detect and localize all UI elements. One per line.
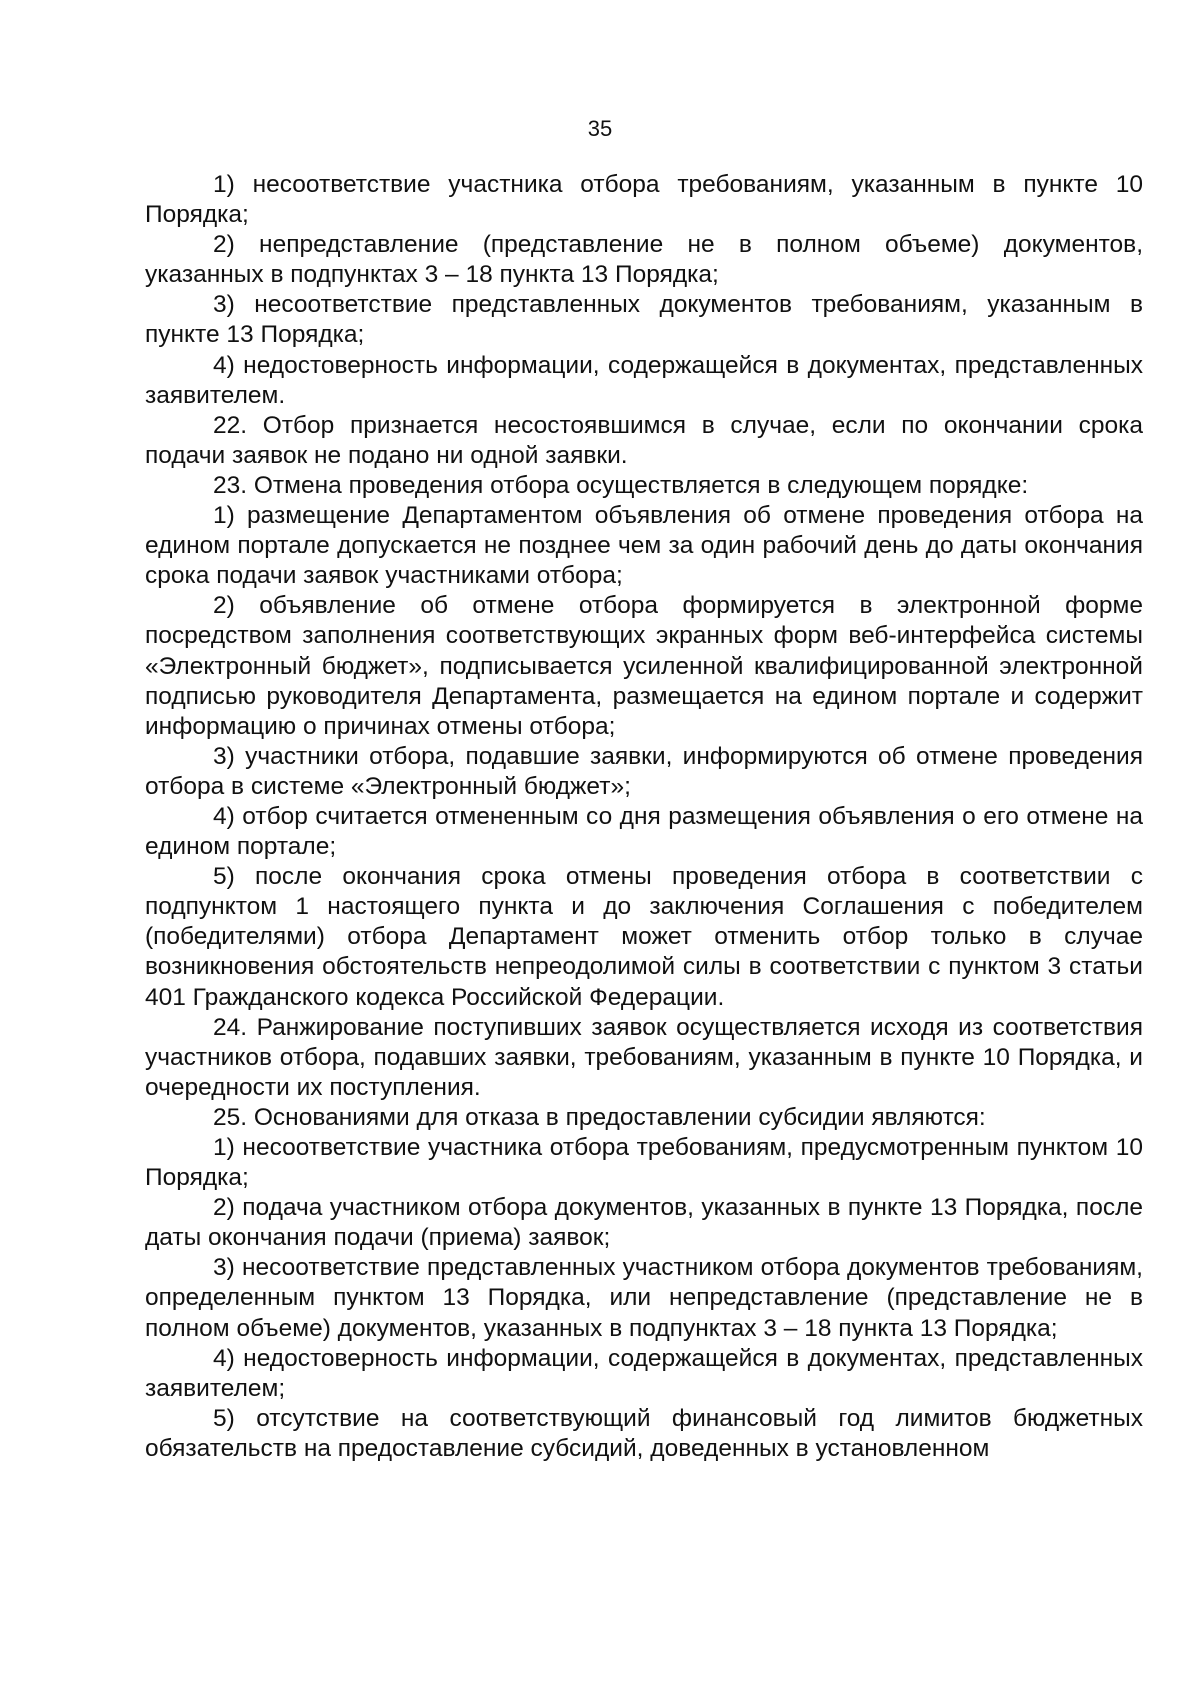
paragraph: 25. Основаниями для отказа в предоставлении субсидии являются: xyxy=(213,1103,986,1131)
paragraph: 3) несоответствие представленных участником отбора документов требованиям, определенным пунктом 13 Порядка, или непредставление (представление не в полном объеме) документов, указанных в подпунктах 3 – 18 пункта 13 Порядка; xyxy=(145,1254,1143,1342)
document-body xyxy=(145,170,1143,1464)
paragraph: 2) объявление об отмене отбора формируется в электронной форме посредством заполнения соответствующих экранных форм веб-интерфейса системы «Электронный бюджет», подписывается усиленной квалифицированной электронной подписью руководителя Департамента, размещается на едином портале и содержит информацию о причинах отмены отбора; xyxy=(145,592,1143,740)
paragraph: 2) непредставление (представление не в полном объеме) документов, указанных в подпунктах 3 – 18 пункта 13 Порядка; xyxy=(145,231,1143,289)
paragraph: 4) недостоверность информации, содержащейся в документах, представленных заявителем. xyxy=(145,351,1143,409)
paragraph: 5) отсутствие на соответствующий финансовый год лимитов бюджетных обязательств на предоставление субсидий, доведенных в установленном xyxy=(145,1404,1143,1462)
paragraph: 1) несоответствие участника отбора требованиям, предусмотренным пунктом 10 Порядка; xyxy=(145,1134,1143,1192)
paragraph: 3) участники отбора, подавшие заявки, информируются об отмене проведения отбора в системе «Электронный бюджет»; xyxy=(145,742,1143,800)
paragraph: 4) недостоверность информации, содержащейся в документах, представленных заявителем; xyxy=(145,1344,1143,1402)
paragraph: 1) несоответствие участника отбора требованиям, указанным в пункте 10 Порядка; xyxy=(145,171,1143,229)
paragraph: 23. Отмена проведения отбора осуществляется в следующем порядке: xyxy=(213,471,1029,499)
paragraph: 1) размещение Департаментом объявления об отмене проведения отбора на едином портале допускается не позднее чем за один рабочий день до даты окончания срока подачи заявок участниками отбора; xyxy=(145,502,1143,590)
paragraph: 22. Отбор признается несостоявшимся в случае, если по окончании срока подачи заявок не подано ни одной заявки. xyxy=(145,411,1143,469)
paragraph: 2) подача участником отбора документов, указанных в пункте 13 Порядка, после даты окончания подачи (приема) заявок; xyxy=(145,1194,1143,1252)
paragraph: 24. Ранжирование поступивших заявок осуществляется исходя из соответствия участников отбора, подавших заявки, требованиям, указанным в пункте 10 Порядка, и очередности их поступления. xyxy=(145,1013,1143,1101)
paragraph: 5) после окончания срока отмены проведения отбора в соответствии с подпунктом 1 настоящего пункта и до заключения Соглашения с победителем (победителями) отбора Департамент может отменить отбор только в случае возникновения обстоятельств непреодолимой силы в соответствии с пунктом 3 статьи 401 Гражданского кодекса Российской Федерации. xyxy=(145,863,1143,1011)
paragraph: 3) несоответствие представленных документов требованиям, указанным в пункте 13 Порядка; xyxy=(145,291,1143,349)
paragraph: 4) отбор считается отмененным со дня размещения объявления о его отмене на едином портале; xyxy=(145,802,1143,861)
page-number: 35 xyxy=(587,116,613,141)
